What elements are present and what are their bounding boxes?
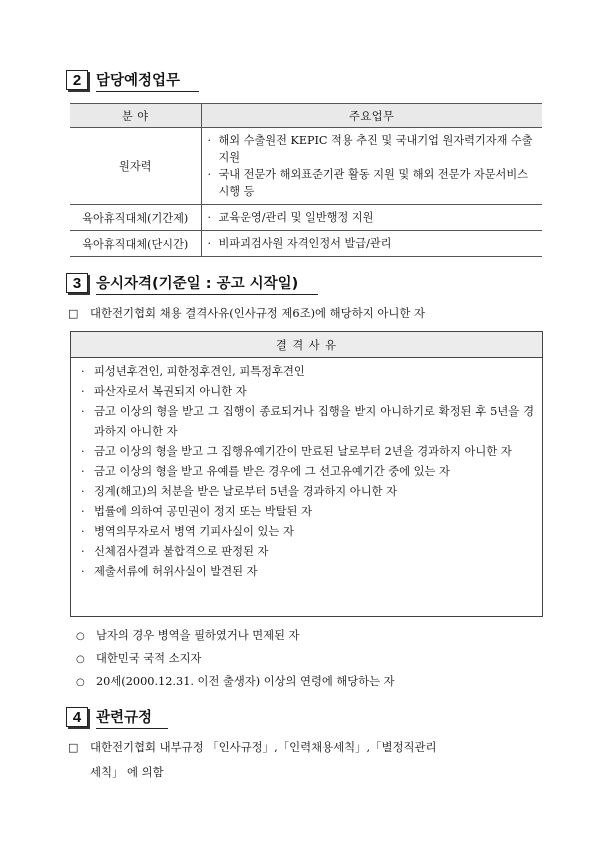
condition-item: ○ 남자의 경우 병역을 필하였거나 면제된 자 — [76, 629, 300, 642]
column-header-field: 분 야 — [70, 104, 201, 128]
table-row — [70, 231, 542, 257]
box-bullet-icon: □ — [68, 741, 79, 754]
section-underline — [96, 91, 199, 92]
disqualification-box — [70, 331, 543, 617]
duty-item: · 해외 수출원전 KEPIC 적용 추진 및 국내기업 원자력기자재 수출 지원 — [207, 133, 533, 164]
list-item: · 금고 이상의 형을 받고 유예를 받은 경우에 그 선고유예기간 중에 있는 자 — [81, 465, 450, 478]
duty-cell — [201, 231, 542, 257]
duty-cell — [201, 205, 542, 231]
table-row — [70, 205, 542, 231]
list-item: · 제출서류에 허위사실이 발견된 자 — [81, 565, 258, 578]
field-cell: 육아휴직대체(기간제) — [70, 205, 201, 231]
section-underline — [96, 728, 168, 729]
section-underline — [96, 294, 318, 295]
list-item: · 피성년후견인, 피한정후견인, 피특정후견인 — [81, 365, 305, 378]
table-header-row — [70, 104, 542, 128]
duty-item: · 비파괴검사원 자격인정서 발급/관리 — [207, 236, 392, 250]
field-cell: 원자력 — [70, 128, 201, 205]
regulation-text: □ 대한전기협회 내부규정 「인사규정」,「인력채용세칙」,「별정직관리 세칙」 에 의함 — [68, 735, 548, 784]
section-number-box: 4 — [66, 707, 88, 727]
duty-table — [70, 103, 542, 257]
column-header-duty: 주요업무 — [201, 104, 542, 128]
section-number-box: 2 — [66, 70, 88, 90]
box-bullet-icon: □ — [68, 307, 79, 320]
eligibility-intro: □ 대한전기협회 채용 결격사유(인사규정 제6조)에 해당하지 아니한 자 — [68, 306, 425, 320]
field-cell: 육아휴직대체(단시간) — [70, 231, 201, 257]
duty-item: · 국내 전문가 해외표준기관 활동 지원 및 해외 전문가 자문서비스 시행 등 — [207, 167, 528, 198]
list-item: · 징계(해고)의 처분을 받은 날로부터 5년을 경과하지 아니한 자 — [81, 485, 398, 498]
disqualification-list — [71, 358, 542, 582]
circle-bullet-icon: ○ — [76, 631, 85, 642]
section-2-header — [66, 70, 180, 90]
list-item: · 법률에 의하여 공민권이 정지 또는 박탈된 자 — [81, 505, 312, 518]
list-item: · 금고 이상의 형을 받고 그 집행이 종료되거나 집행을 받지 아니하기로 확정된 후 5년을 경과하지 아니한 자 — [81, 405, 534, 438]
section-number-box: 3 — [66, 273, 88, 293]
condition-item: ○ 20세(2000.12.31. 이전 출생자) 이상의 연령에 해당하는 자 — [76, 675, 395, 688]
section-4-header — [66, 707, 152, 727]
duty-cell — [201, 128, 542, 205]
table-row — [70, 128, 542, 205]
list-item: · 병역의무자로서 병역 기피사실이 있는 자 — [81, 525, 294, 538]
section-title: 응시자격(기준일 : 공고 시작일) — [96, 275, 299, 292]
list-item: · 신체검사결과 불합격으로 판정된 자 — [81, 545, 269, 558]
duty-item: · 교육운영/관리 및 일반행정 지원 — [207, 210, 374, 224]
list-item: · 파산자로서 복권되지 아니한 자 — [81, 385, 247, 398]
condition-item: ○ 대한민국 국적 소지자 — [76, 652, 202, 665]
section-3-header — [66, 273, 298, 293]
list-item: · 금고 이상의 형을 받고 그 집행유예기간이 만료된 날로부터 2년을 경과하지 아니한 자 — [81, 445, 512, 458]
section-title: 담당예정업무 — [96, 72, 181, 89]
circle-bullet-icon: ○ — [76, 654, 85, 665]
section-title: 관련규정 — [96, 709, 153, 726]
circle-bullet-icon: ○ — [76, 677, 85, 688]
disqualification-header: 결 격 사 유 — [71, 332, 542, 358]
